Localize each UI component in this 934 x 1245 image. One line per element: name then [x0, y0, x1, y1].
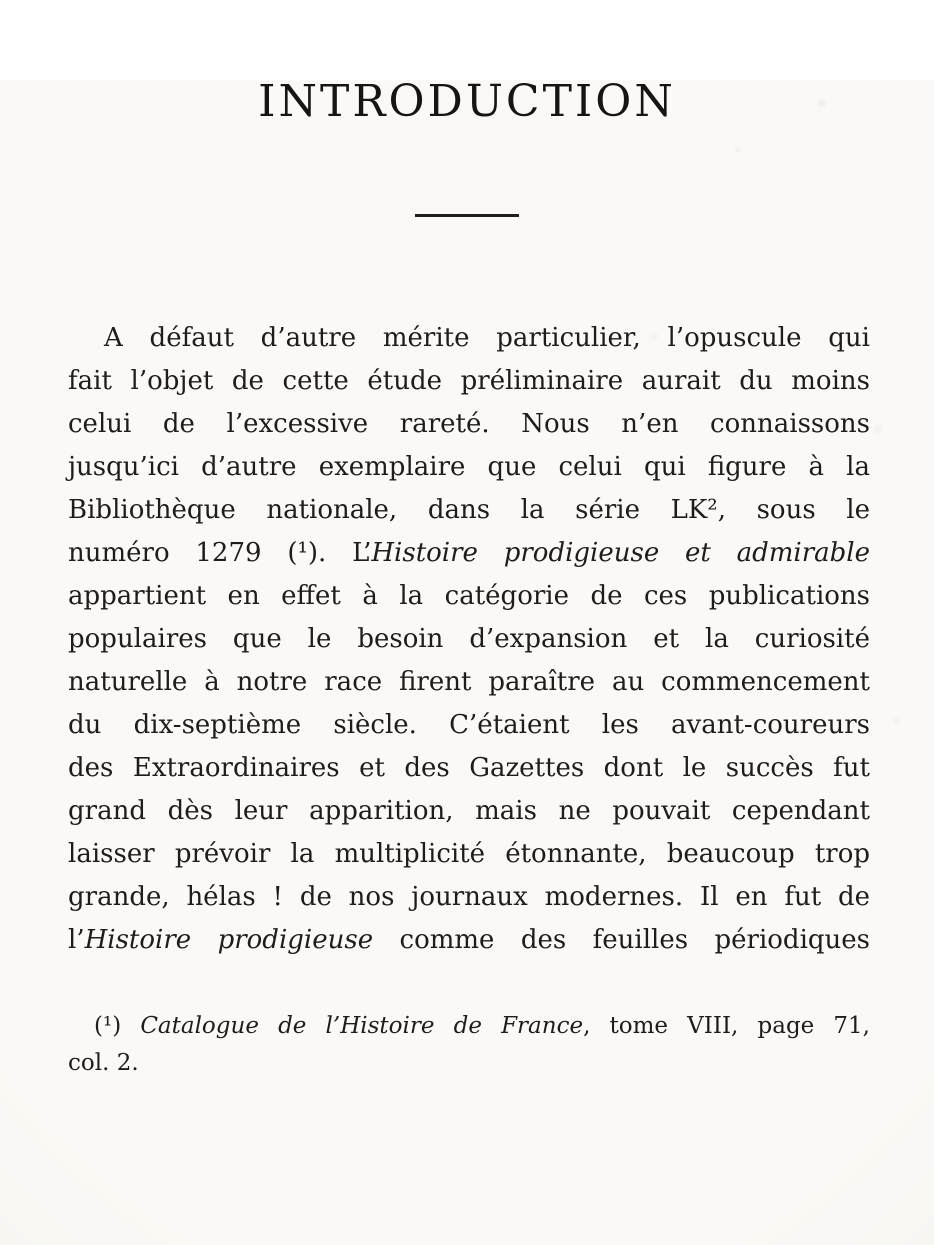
text-segment: Bibliothèque nationale, dans la série LK², sous le	[68, 495, 870, 525]
paragraph-line	[68, 532, 870, 575]
text-segment: populaires que le besoin d’expansion et la curiosité	[68, 624, 870, 654]
paragraph-line	[68, 317, 870, 360]
paragraph-line	[68, 704, 870, 747]
text-segment: A défaut d’autre mérite particulier, l’opuscule qui	[104, 323, 870, 353]
paragraph-line	[68, 833, 870, 876]
text-segment: grande, hélas ! de nos journaux modernes. Il en fut de	[68, 882, 870, 912]
paragraph-line	[68, 618, 870, 661]
text-segment: , tome VIII, page 71,	[583, 1013, 870, 1039]
page-title: INTRODUCTION	[258, 76, 676, 127]
italic-text-segment: Histoire prodigieuse et admirable	[371, 538, 870, 568]
text-segment: appartient en effet à la catégorie de ces publications	[68, 581, 870, 611]
paragraph-line	[68, 489, 870, 532]
text-segment: col. 2.	[68, 1050, 139, 1076]
text-segment: numéro 1279 (¹). L’	[68, 538, 372, 568]
italic-text-segment: Catalogue de l’Histoire de France	[140, 1013, 584, 1039]
footnote-line	[68, 1045, 870, 1082]
text-segment: fait l’objet de cette étude préliminaire aurait du moins	[68, 366, 870, 396]
paragraph-line	[68, 403, 870, 446]
footnote	[68, 1008, 870, 1082]
text-segment: des Extraordinaires et des Gazettes dont le succès fut	[68, 753, 870, 783]
introduction-paragraph	[68, 317, 870, 962]
paragraph-line	[68, 360, 870, 403]
text-segment: naturelle à notre race firent paraître au commencement	[68, 667, 870, 697]
paragraph-line	[68, 876, 870, 919]
text-segment: du dix-septième siècle. C’étaient les avant-coureurs	[68, 710, 870, 740]
text-segment: grand dès leur apparition, mais ne pouvait cependant	[68, 796, 870, 826]
book-page	[0, 76, 934, 1245]
text-segment: jusqu’ici d’autre exemplaire que celui qui figure à la	[68, 452, 870, 482]
footnote-line	[68, 1008, 870, 1045]
footnote-marker: (¹)	[94, 1013, 141, 1039]
paragraph-line	[68, 919, 870, 962]
paragraph-line	[68, 575, 870, 618]
text-segment: celui de l’excessive rareté. Nous n’en connaissons	[68, 409, 870, 439]
italic-text-segment: Histoire prodigieuse	[84, 925, 374, 955]
paragraph-line	[68, 446, 870, 489]
paragraph-line	[68, 661, 870, 704]
text-segment: l’	[68, 925, 85, 955]
paragraph-line	[68, 790, 870, 833]
text-segment: comme des feuilles périodiques	[373, 925, 870, 955]
paragraph-line	[68, 747, 870, 790]
text-segment: laisser prévoir la multiplicité étonnante, beaucoup trop	[68, 839, 870, 869]
title-divider	[415, 214, 519, 217]
